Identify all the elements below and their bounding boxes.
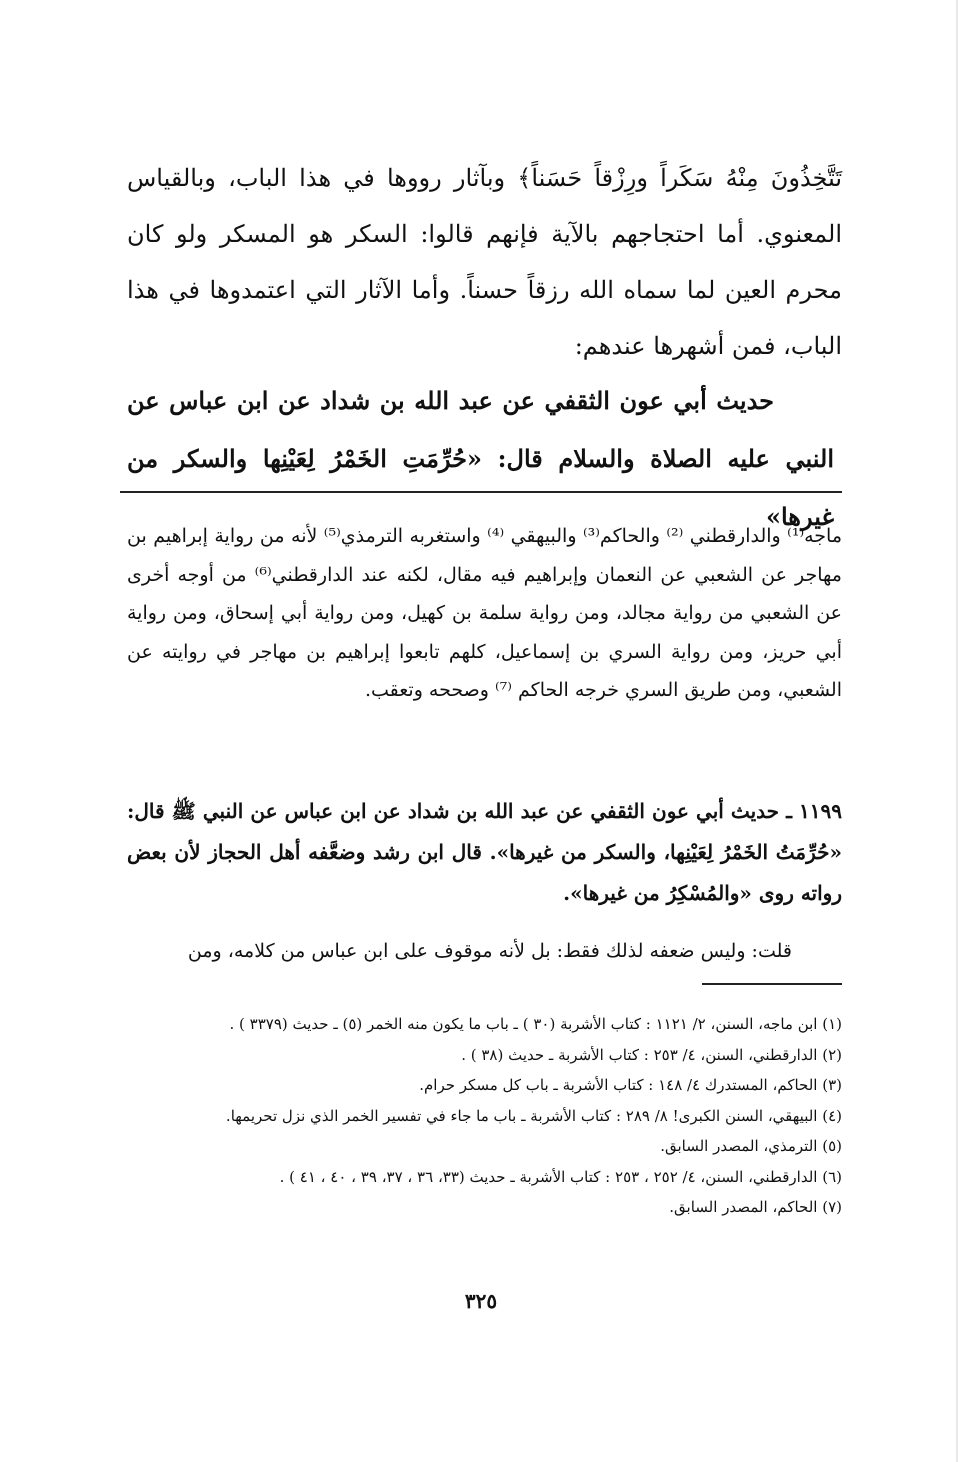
section-divider xyxy=(120,491,842,493)
commentary-paragraph: ماجه⁽¹⁾ والدارقطني ⁽²⁾ والحاكم⁽³⁾ والبيهقي ⁽⁴⁾ واستغربه الترمذي⁽⁵⁾ لأنه من رواية إبراهيم بن مهاجر عن الشعبي عن النعمان وإبراهيم فيه مقال، لكنه عند الدارقطني⁽⁶⁾ من أوجه أخرى عن الشعبي من رواية مجالد، ومن رواية سلمة بن كهيل، ومن رواية أبي إسحاق، ومن رواية أبي حريز، ومن رواية السري بن إسماعيل، كلهم تابعوا إبراهيم بن مهاجر في روايته عن الشعبي، ومن طريق السري خرجه الحاكم ⁽⁷⁾ وصححه وتعقب. xyxy=(127,525,843,701)
footnote-item: (١) ابن ماجه، السنن، ٢/ ١١٢١ : كتاب الأشربة (٣٠ ) ـ باب ما يكون منه الخمر (٥) ـ حديث (٣٣٧٩ ) . xyxy=(229,1015,842,1033)
page-number: ٣٢٥ xyxy=(464,1289,498,1313)
hadith-paragraph xyxy=(127,372,834,531)
main-paragraph: تَتَّخِذُونَ مِنْهُ سَكَراً ورِزْقاً حَسَناً﴾ وبآثار رووها في هذا الباب، وبالقياس المعنوي. أما احتجاجهم بالآية فإنهم قالوا: السكر هو المسكر ولو كان محرم العين لما سماه الله رزقاً حسناً. وأما الآثار التي اعتمدوها في هذا الباب، فمن أشهرها عندهم: xyxy=(127,164,842,360)
footnote-item: (٧) الحاكم، المصدر السابق. xyxy=(669,1198,842,1216)
footnote-divider xyxy=(702,983,842,985)
qult-text: قلت: وليس ضعفه لذلك فقط: بل لأنه موقوف على ابن عباس من كلامه، ومن xyxy=(187,940,792,962)
footnote-item: (٤) البيهقي، السنن الكبرى! ٨/ ٢٨٩ : كتاب الأشربة ـ باب ما جاء في تفسير الخمر الذي نزل تحريمها. xyxy=(225,1106,842,1125)
footnote-item: (٢) الدارقطني، السنن، ٤/ ٢٥٣ : كتاب الأشربة ـ حديث (٣٨ ) . xyxy=(461,1045,842,1064)
footnote-item: (٦) الدارقطني، السنن، ٤/ ٢٥٢ ، ٢٥٣ : كتاب الأشربة ـ حديث (٣٣، ٣٦ ، ٣٧، ٣٩ ، ٤٠ ، ٤١ ) . xyxy=(279,1167,842,1186)
footnotes xyxy=(120,1009,842,1223)
footnote-item: (٣) الحاكم، المستدرك ٤/ ١٤٨ : كتاب الأشربة ـ باب كل مسكر حرام. xyxy=(419,1076,842,1094)
hadith-text: حديث أبي عون الثقفي عن عبد الله بن شداد عن ابن عباس عن النبي عليه الصلاة والسلام قال: «حُرِّمَتِ الخَمْرُ لِعَيْنِها والسكر من غيرها» xyxy=(127,386,834,531)
footnote-item: (٥) الترمذي، المصدر السابق. xyxy=(660,1137,842,1155)
numbered-hadith-paragraph: ١١٩٩ ـ حديث أبي عون الثقفي عن عبد الله بن شداد عن ابن عباس عن النبي ﷺ قال: «حُرِّمَتُ الخَمْرُ لِعَيْنِها، والسكر من غيرها». قال ابن رشد وضعَّفه أهل الحجاز لأن بعض رواته روى «والمُسْكِرُ من غيرها». xyxy=(127,799,842,905)
qult-paragraph xyxy=(127,933,842,969)
page-edge xyxy=(956,0,958,1462)
